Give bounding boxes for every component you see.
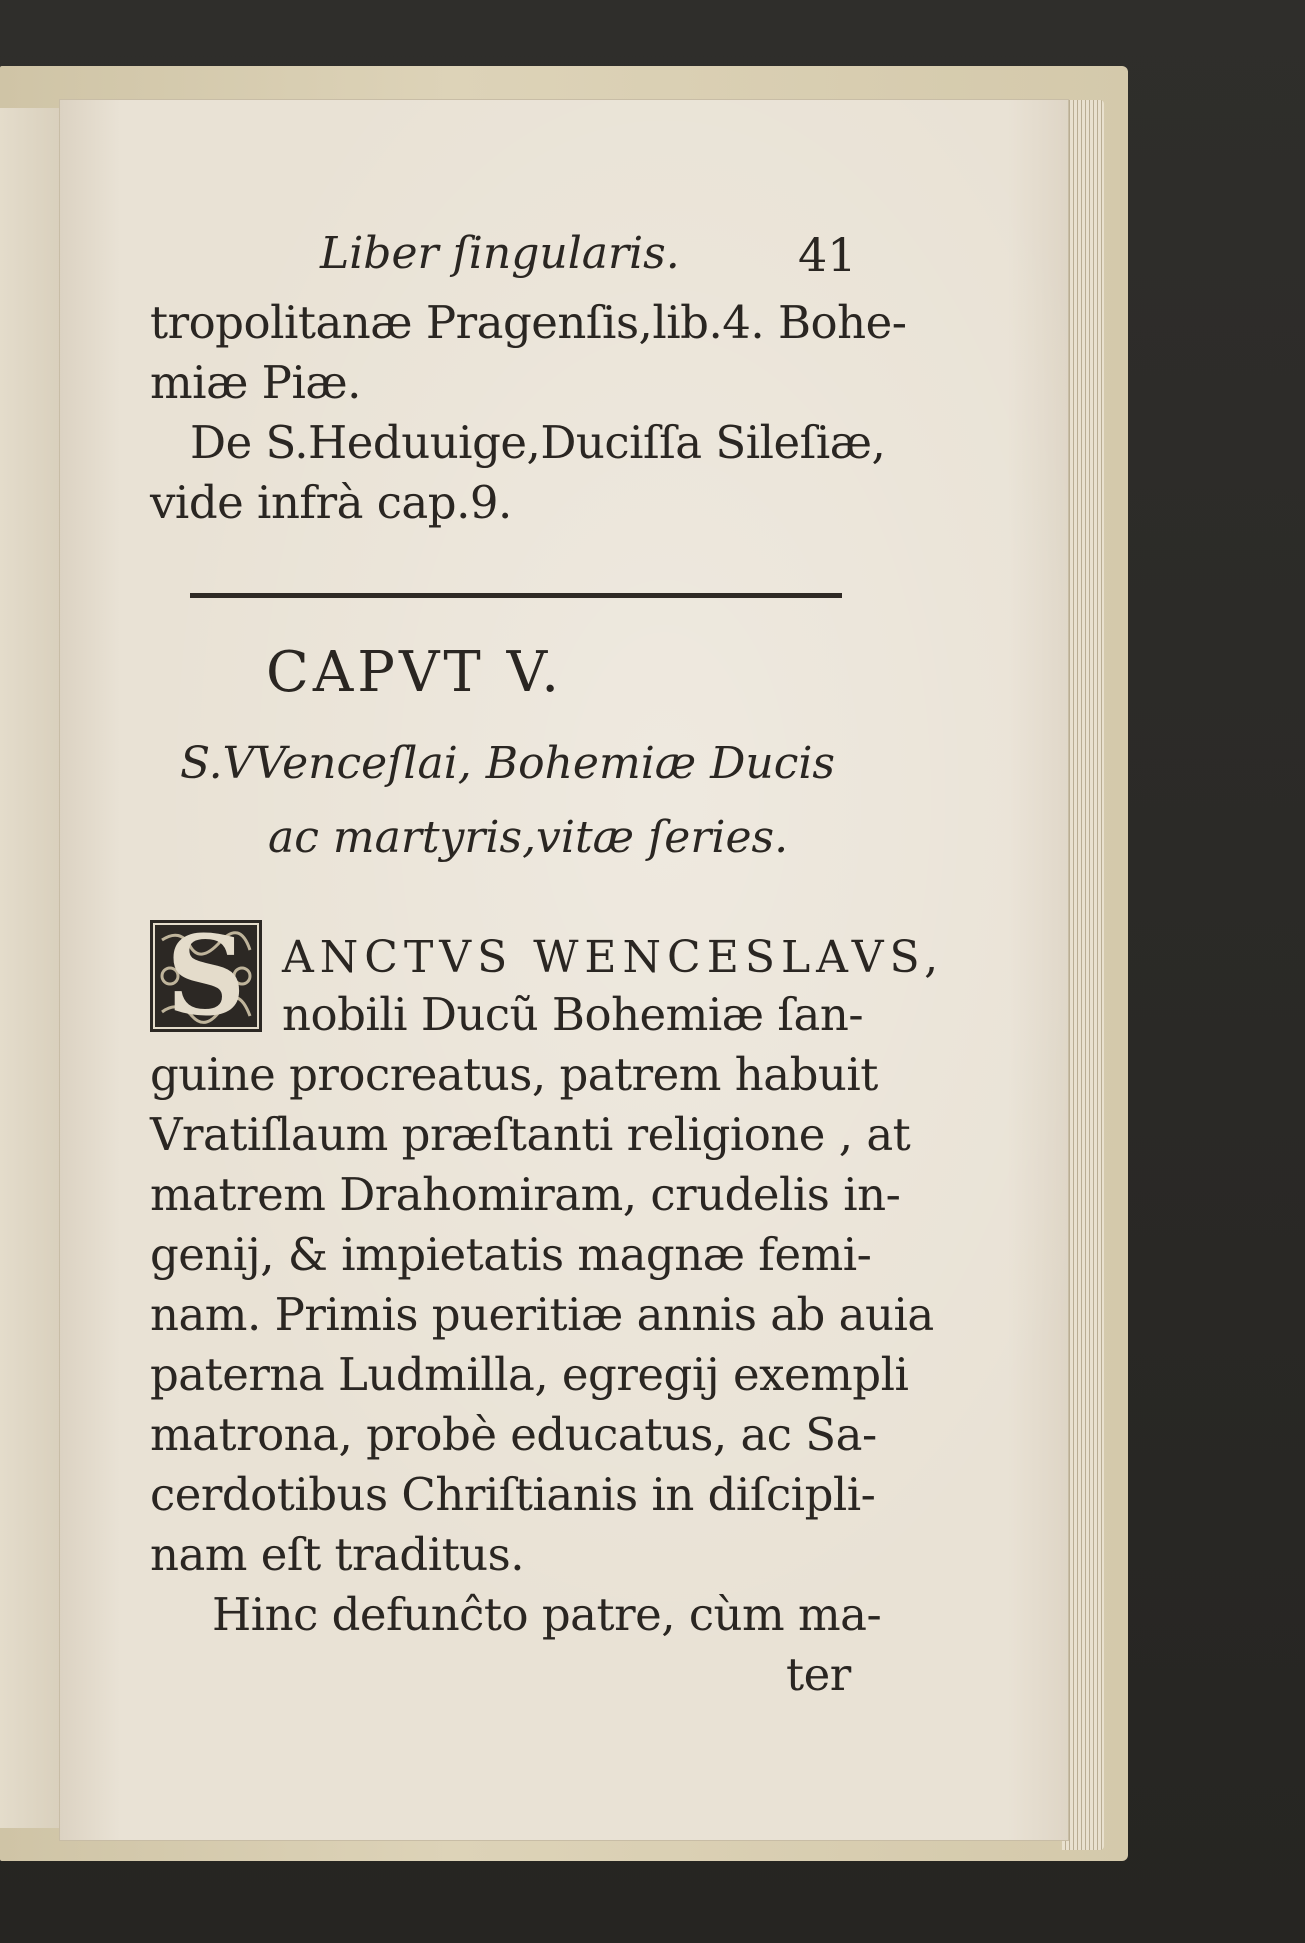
- body-line-5: genij, & impietatis magnæ femi-: [150, 1228, 872, 1281]
- top-line-2: miæ Piæ.: [150, 356, 361, 409]
- page-edges: [1062, 100, 1104, 1850]
- top-line-3: De S.Heduuige,Duciſſa Sileſiæ,: [190, 416, 886, 469]
- body-line-4: matrem Drahomiram, crudelis in-: [150, 1168, 901, 1221]
- body-line-3: Vratiſlaum præſtanti religione , at: [150, 1108, 911, 1161]
- chapter-subtitle-line-2: ac martyris,vitæ ſeries.: [268, 812, 789, 863]
- body-line-2: guine procreatus, patrem habuit: [150, 1048, 878, 1101]
- body-line-7: paterna Ludmilla, egregij exempli: [150, 1348, 909, 1401]
- left-page-edge: [0, 108, 62, 1828]
- section-rule: [190, 593, 842, 598]
- body-line-1: nobili Ducũ Bohemiæ ſan-: [282, 988, 864, 1041]
- body-line-8: matrona, probè educatus, ac Sa-: [150, 1408, 877, 1461]
- body-line-6: nam. Primis pueritiæ annis ab auia: [150, 1288, 934, 1341]
- drop-cap-letter: S: [166, 911, 246, 1040]
- body-line-9: cerdotibus Chriſtianis in diſcipli-: [150, 1468, 876, 1521]
- top-line-1: tropolitanæ Pragenſis,lib.4. Bohe-: [150, 296, 907, 349]
- body-line-10: nam eſt traditus.: [150, 1528, 525, 1581]
- body-line-11: Hinc defunĉto patre, cùm ma-: [212, 1588, 882, 1641]
- catchword: ter: [786, 1648, 851, 1701]
- top-line-4: vide infrà cap.9.: [150, 476, 512, 529]
- drop-cap: [150, 911, 262, 1040]
- body-first-line: ANCTVS WENCESLAVS,: [282, 932, 945, 983]
- chapter-subtitle-line-1: S.VVenceſlai, Bohemiæ Ducis: [180, 738, 836, 789]
- page-number: 41: [798, 228, 857, 282]
- chapter-title: CAPVT V.: [266, 640, 564, 705]
- running-head-title: Liber ſingularis.: [320, 228, 680, 279]
